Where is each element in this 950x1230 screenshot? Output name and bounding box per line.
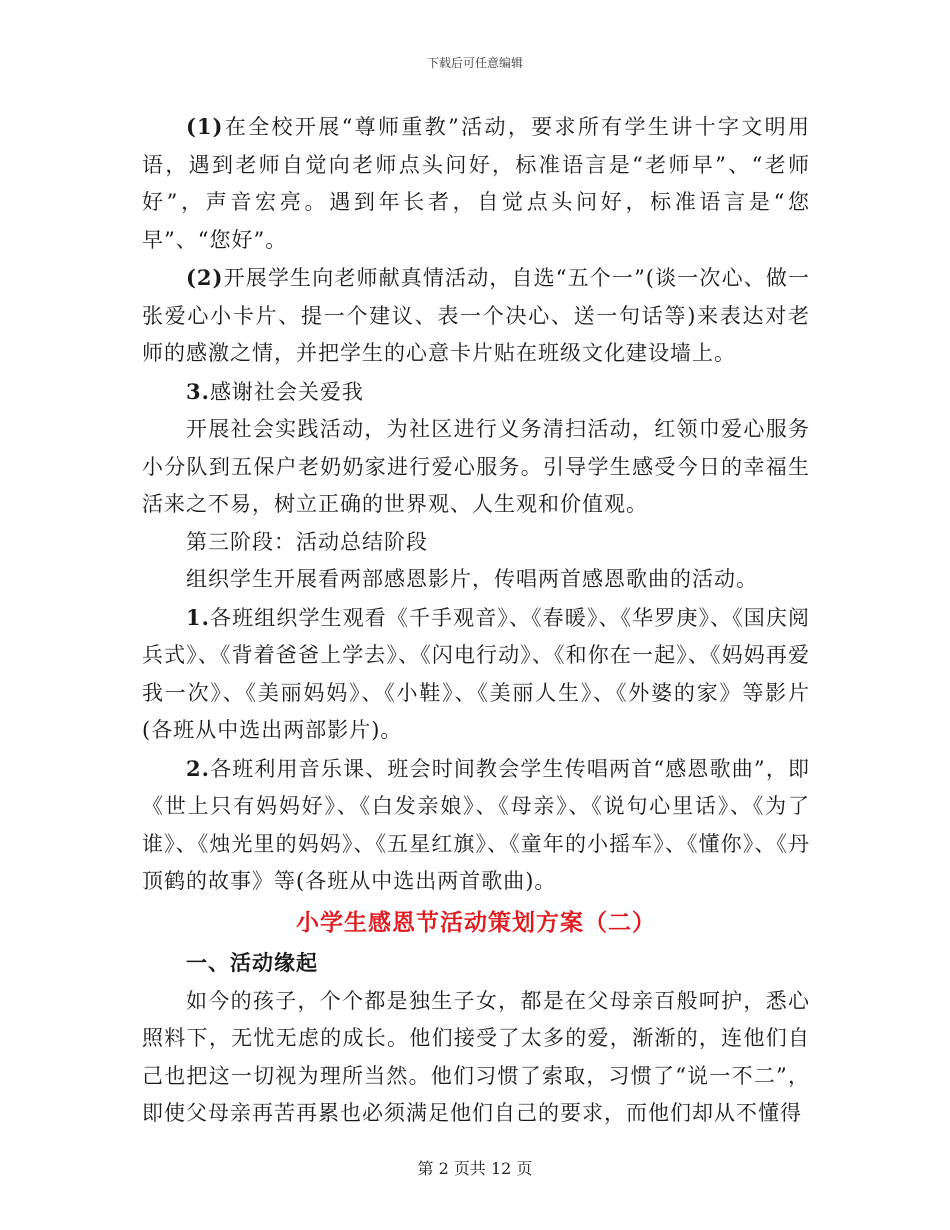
paragraph-8 [142, 750, 810, 901]
item-number: 3. [186, 378, 210, 404]
paragraph-text: 各班利用音乐课、班会时间教会学生传唱两首“感恩歌曲”，即《世上只有妈妈好》、《白发亲娘》、《母亲》、《说句心里话》、《为了谁》、《烛光里的妈妈》、《五星红旗》、《童年的小摇车》、《懂你》、《丹顶鹤的故事》等(各班从中选出两首歌曲)。 [142, 756, 810, 893]
item-number: (2) [186, 265, 224, 290]
paragraph-6: 组织学生开展看两部感恩影片，传唱两首感恩歌曲的活动。 [186, 567, 758, 591]
paragraph-2 [142, 259, 810, 373]
item-number: 2. [186, 755, 210, 781]
page-header: 下载后可任意编辑 [426, 56, 523, 70]
paragraph-text: 开展学生向老师献真情活动，自选“五个一”(谈一次心、做一张爱心小卡片、提一个建议、表一个决心、送一句话等)来表达对老师的感激之情，并把学生的心意卡片贴在班级文化建设墙上。 [142, 266, 810, 365]
item-number: (1) [186, 114, 224, 139]
paragraph-9: 如今的孩子，个个都是独生子女，都是在父母亲百般呵护，悉心照料下，无忧无虑的成长。他们接受了太多的爱，渐渐的，连他们自己也把这一切视为理所当然。他们习惯了索取，习惯了“说一不二”，即使父母亲再苦再累也必须满足他们自己的要求，而他们却从不懂得 [142, 988, 810, 1125]
paragraph-text: 感谢社会关爱我 [209, 379, 364, 404]
document-body [142, 108, 810, 1133]
paragraph-text: 各班组织学生观看《千手观音》、《春暖》、《华罗庚》、《国庆阅兵式》、《背着爸爸上学去》、《闪电行动》、《和你在一起》、《妈妈再爱我一次》、《美丽妈妈》、《小鞋》、《美丽人生》、《外婆的家》等影片(各班从中选出两部影片)。 [142, 605, 810, 742]
paragraph-1 [142, 108, 810, 259]
paragraph-5: 第三阶段：活动总结阶段 [186, 529, 428, 554]
item-number: 1. [186, 604, 210, 630]
section-title: 小学生感恩节活动策划方案（二） [296, 908, 656, 936]
page-footer: 第 2 页共 12 页 [417, 1159, 533, 1178]
section-heading: 一、活动缘起 [186, 949, 318, 975]
paragraph-4: 开展社会实践活动，为社区进行义务清扫活动，红领巾爱心服务小分队到五保户老奶奶家进行爱心服务。引导学生感受今日的幸福生活来之不易，树立正确的世界观、人生观和价值观。 [142, 417, 810, 516]
paragraph-text: 在全校开展“尊师重教”活动，要求所有学生讲十字文明用语，遇到老师自觉向老师点头问好，标准语言是“老师早”、“老师好”，声音宏亮。遇到年长者，自觉点头问好，标准语言是“您早”、“您好”。 [142, 115, 810, 252]
paragraph-3 [142, 373, 810, 412]
paragraph-7 [142, 599, 810, 750]
